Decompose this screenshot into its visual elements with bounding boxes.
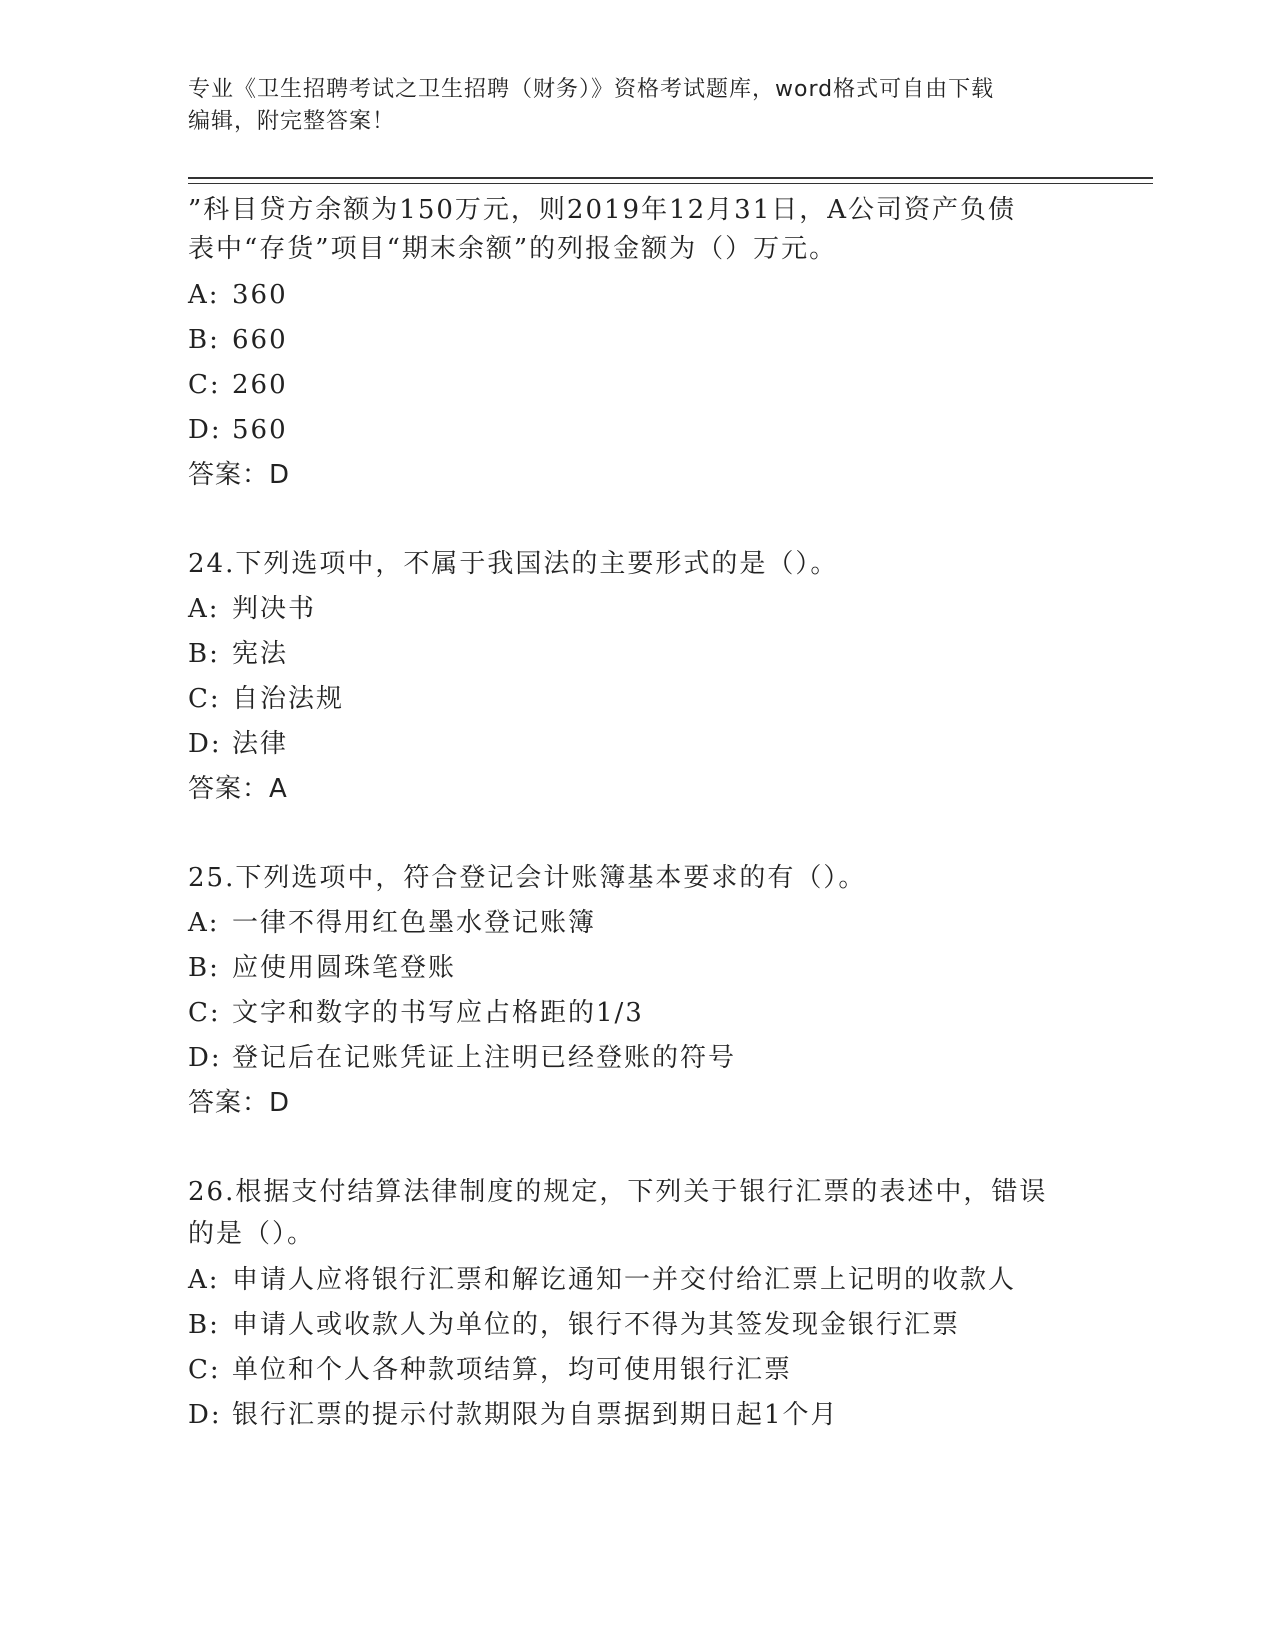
option-a — [188, 273, 1088, 318]
answer-label: 答案：D — [188, 460, 291, 490]
answer-label: 答案：D — [188, 1088, 291, 1118]
option-b — [188, 318, 1088, 363]
option-c — [188, 991, 1088, 1036]
option-text: 单位和个人各种款项结算，均可使用银行汇票 — [232, 1355, 793, 1385]
option-letter: D: — [188, 729, 222, 759]
option-letter: C: — [188, 1355, 221, 1385]
document-header — [188, 74, 1088, 138]
option-letter: D: — [188, 415, 222, 445]
option-letter: A: — [188, 280, 220, 310]
option-letter: B: — [188, 953, 220, 983]
header-line-1: 专业《卫生招聘考试之卫生招聘（财务）》资格考试题库，word格式可自由下载 — [188, 77, 995, 102]
option-letter: D: — [188, 1400, 222, 1430]
option-b — [188, 632, 1088, 677]
option-text: 登记后在记账凭证上注明已经登账的符号 — [232, 1043, 737, 1073]
option-letter: D: — [188, 1043, 222, 1073]
option-b — [188, 946, 1088, 991]
option-d — [188, 1393, 1088, 1438]
question-stem-line: 表中“存货”项目“期末余额”的列报金额为（）万元。 — [188, 234, 838, 264]
header-rule-thick — [188, 177, 1153, 179]
option-text: 自治法规 — [232, 684, 345, 714]
question-25 — [188, 856, 1088, 1126]
option-text: 申请人应将银行汇票和解讫通知一并交付给汇票上记明的收款人 — [232, 1265, 1017, 1295]
question-list — [188, 191, 1088, 1438]
question-stem-line: 的是（）。 — [188, 1219, 316, 1249]
option-text: 360 — [232, 280, 288, 310]
option-text: 法律 — [232, 729, 289, 759]
option-letter: B: — [188, 1310, 220, 1340]
option-letter: C: — [188, 370, 221, 400]
header-line-2: 编辑，附完整答案！ — [188, 109, 396, 134]
option-letter: A: — [188, 908, 220, 938]
option-letter: C: — [188, 998, 221, 1028]
option-text: 660 — [232, 325, 288, 355]
question-24 — [188, 542, 1088, 812]
option-text: 260 — [232, 370, 288, 400]
option-b — [188, 1303, 1088, 1348]
option-a — [188, 587, 1088, 632]
option-d — [188, 1036, 1088, 1081]
option-c — [188, 677, 1088, 722]
option-text: 宪法 — [232, 639, 289, 669]
option-letter: B: — [188, 639, 220, 669]
question-26 — [188, 1170, 1088, 1438]
option-text: 判决书 — [232, 594, 317, 624]
option-c — [188, 1348, 1088, 1393]
option-c — [188, 363, 1088, 408]
option-letter: B: — [188, 325, 220, 355]
option-text: 申请人或收款人为单位的，银行不得为其签发现金银行汇票 — [232, 1310, 961, 1340]
question-continued — [188, 191, 1088, 498]
option-letter: C: — [188, 684, 221, 714]
option-letter: A: — [188, 594, 220, 624]
option-letter: A: — [188, 1265, 220, 1295]
option-a — [188, 901, 1088, 946]
option-a — [188, 1258, 1088, 1303]
option-d — [188, 408, 1088, 453]
option-text: 文字和数字的书写应占格距的1/3 — [232, 998, 644, 1028]
question-stem-line: ”科目贷方余额为150万元，则2019年12月31日，A公司资产负债 — [188, 195, 1017, 225]
question-stem-line: 25.下列选项中，符合登记会计账簿基本要求的有（）。 — [188, 863, 867, 893]
option-d — [188, 722, 1088, 767]
header-rule-thin — [188, 183, 1153, 184]
question-stem-line: 26.根据支付结算法律制度的规定，下列关于银行汇票的表述中，错误 — [188, 1177, 1048, 1207]
answer-label: 答案：A — [188, 774, 288, 804]
option-text: 银行汇票的提示付款期限为自票据到期日起1个月 — [232, 1400, 839, 1430]
option-text: 560 — [232, 415, 288, 445]
option-text: 应使用圆珠笔登账 — [232, 953, 457, 983]
question-stem-line: 24.下列选项中，不属于我国法的主要形式的是（）。 — [188, 549, 839, 579]
option-text: 一律不得用红色墨水登记账簿 — [232, 908, 597, 938]
